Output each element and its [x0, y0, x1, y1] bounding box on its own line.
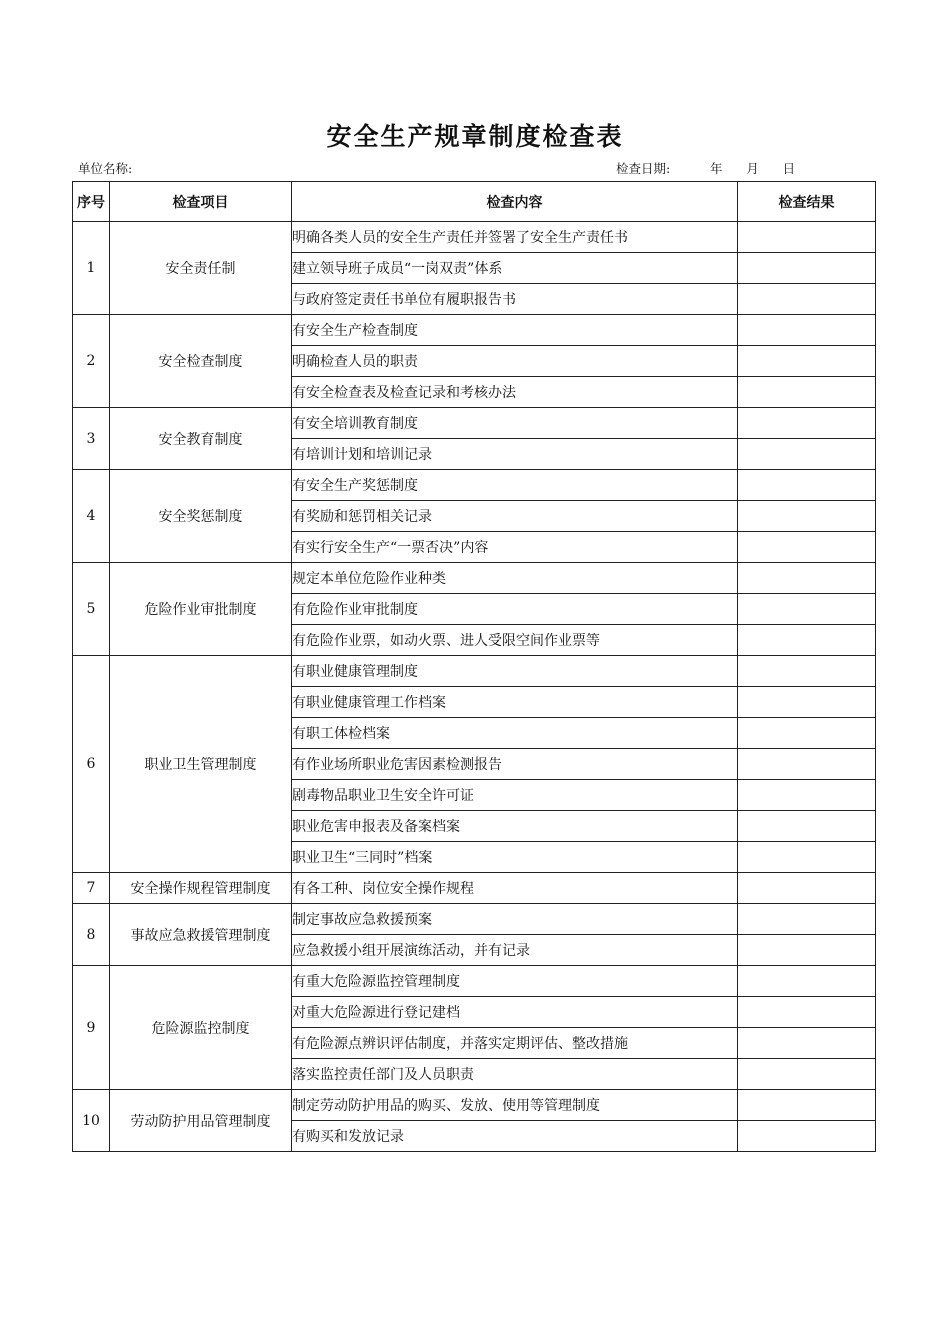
inspection-content: 有作业场所职业危害因素检测报告 [292, 749, 738, 780]
month-label: 月 [746, 161, 759, 176]
inspection-content: 制定事故应急救援预案 [292, 904, 738, 935]
inspection-result-cell[interactable] [738, 780, 876, 811]
inspection-result-cell[interactable] [738, 1121, 876, 1152]
inspection-result-cell[interactable] [738, 346, 876, 377]
inspection-result-cell[interactable] [738, 1059, 876, 1090]
inspection-content: 明确检查人员的职责 [292, 346, 738, 377]
inspection-item: 危险源监控制度 [110, 966, 292, 1090]
inspection-content: 有购买和发放记录 [292, 1121, 738, 1152]
row-number: 4 [73, 470, 110, 563]
inspection-result-cell[interactable] [738, 1090, 876, 1121]
inspection-result-cell[interactable] [738, 625, 876, 656]
inspection-result-cell[interactable] [738, 687, 876, 718]
unit-name-label: 单位名称: [78, 161, 133, 176]
row-number: 6 [73, 656, 110, 873]
inspection-content: 有安全培训教育制度 [292, 408, 738, 439]
inspection-content: 有安全生产检查制度 [292, 315, 738, 346]
inspection-item: 劳动防护用品管理制度 [110, 1090, 292, 1152]
inspection-content: 有危险作业审批制度 [292, 594, 738, 625]
inspection-content: 应急救援小组开展演练活动，并有记录 [292, 935, 738, 966]
inspection-item: 职业卫生管理制度 [110, 656, 292, 873]
inspection-content: 职业危害申报表及备案档案 [292, 811, 738, 842]
inspection-item: 事故应急救援管理制度 [110, 904, 292, 966]
inspection-content: 有危险作业票，如动火票、进人受限空间作业票等 [292, 625, 738, 656]
inspection-result-cell[interactable] [738, 563, 876, 594]
inspection-content: 有职业健康管理工作档案 [292, 687, 738, 718]
inspection-result-cell[interactable] [738, 1028, 876, 1059]
inspection-content: 职业卫生“三同时”档案 [292, 842, 738, 873]
table-row [73, 966, 876, 997]
inspection-result-cell[interactable] [738, 501, 876, 532]
inspection-content: 有安全检查表及检查记录和考核办法 [292, 377, 738, 408]
inspection-content: 有奖励和惩罚相关记录 [292, 501, 738, 532]
inspection-result-cell[interactable] [738, 470, 876, 501]
inspection-result-cell[interactable] [738, 873, 876, 904]
inspection-content: 有职工体检档案 [292, 718, 738, 749]
inspection-content: 有重大危险源监控管理制度 [292, 966, 738, 997]
row-number: 3 [73, 408, 110, 470]
inspection-content: 有危险源点辨识评估制度，并落实定期评估、整改措施 [292, 1028, 738, 1059]
table-body [73, 222, 876, 1152]
date-label: 检查日期: [616, 161, 671, 176]
inspection-result-cell[interactable] [738, 284, 876, 315]
table-row [73, 563, 876, 594]
inspection-content: 对重大危险源进行登记建档 [292, 997, 738, 1028]
inspection-content: 制定劳动防护用品的购买、发放、使用等管理制度 [292, 1090, 738, 1121]
table-row [73, 873, 876, 904]
inspection-content: 有实行安全生产“一票否决”内容 [292, 532, 738, 563]
row-number: 5 [73, 563, 110, 656]
header-result: 检查结果 [738, 182, 876, 222]
header-item: 检查项目 [110, 182, 292, 222]
inspection-content: 剧毒物品职业卫生安全许可证 [292, 780, 738, 811]
inspection-content: 建立领导班子成员“一岗双责”体系 [292, 253, 738, 284]
day-label: 日 [782, 161, 796, 176]
table-row [73, 904, 876, 935]
row-number: 10 [73, 1090, 110, 1152]
year-label: 年 [709, 161, 723, 176]
inspection-content: 有安全生产奖惩制度 [292, 470, 738, 501]
inspection-content: 与政府签定责任书单位有履职报告书 [292, 284, 738, 315]
inspection-result-cell[interactable] [738, 377, 876, 408]
row-number: 9 [73, 966, 110, 1090]
inspection-content: 有培训计划和培训记录 [292, 439, 738, 470]
table-row [73, 408, 876, 439]
table-row [73, 470, 876, 501]
table-row [73, 315, 876, 346]
inspection-item: 安全奖惩制度 [110, 470, 292, 563]
inspection-content: 有各工种、岗位安全操作规程 [292, 873, 738, 904]
inspection-date [616, 159, 795, 177]
inspection-result-cell[interactable] [738, 842, 876, 873]
inspection-result-cell[interactable] [738, 904, 876, 935]
row-number: 2 [73, 315, 110, 408]
row-number: 7 [73, 873, 110, 904]
inspection-result-cell[interactable] [738, 749, 876, 780]
row-number: 1 [73, 222, 110, 315]
row-number: 8 [73, 904, 110, 966]
inspection-item: 安全操作规程管理制度 [110, 873, 292, 904]
inspection-result-cell[interactable] [738, 253, 876, 284]
inspection-result-cell[interactable] [738, 656, 876, 687]
header-no: 序号 [73, 182, 110, 222]
inspection-item: 安全责任制 [110, 222, 292, 315]
inspection-result-cell[interactable] [738, 439, 876, 470]
inspection-result-cell[interactable] [738, 718, 876, 749]
inspection-content: 明确各类人员的安全生产责任并签署了安全生产责任书 [292, 222, 738, 253]
inspection-result-cell[interactable] [738, 966, 876, 997]
inspection-result-cell[interactable] [738, 935, 876, 966]
inspection-content: 有职业健康管理制度 [292, 656, 738, 687]
table-row [73, 222, 876, 253]
inspection-content: 规定本单位危险作业种类 [292, 563, 738, 594]
inspection-item: 危险作业审批制度 [110, 563, 292, 656]
inspection-result-cell[interactable] [738, 997, 876, 1028]
inspection-result-cell[interactable] [738, 222, 876, 253]
inspection-table [72, 181, 876, 1152]
table-header-row [73, 182, 876, 222]
inspection-result-cell[interactable] [738, 532, 876, 563]
inspection-result-cell[interactable] [738, 408, 876, 439]
page-title: 安全生产规章制度检查表 [326, 122, 624, 151]
inspection-result-cell[interactable] [738, 811, 876, 842]
inspection-item: 安全教育制度 [110, 408, 292, 470]
inspection-result-cell[interactable] [738, 315, 876, 346]
inspection-result-cell[interactable] [738, 594, 876, 625]
table-row [73, 656, 876, 687]
header-content: 检查内容 [292, 182, 738, 222]
inspection-content: 落实监控责任部门及人员职责 [292, 1059, 738, 1090]
table-row [73, 1090, 876, 1121]
inspection-item: 安全检查制度 [110, 315, 292, 408]
